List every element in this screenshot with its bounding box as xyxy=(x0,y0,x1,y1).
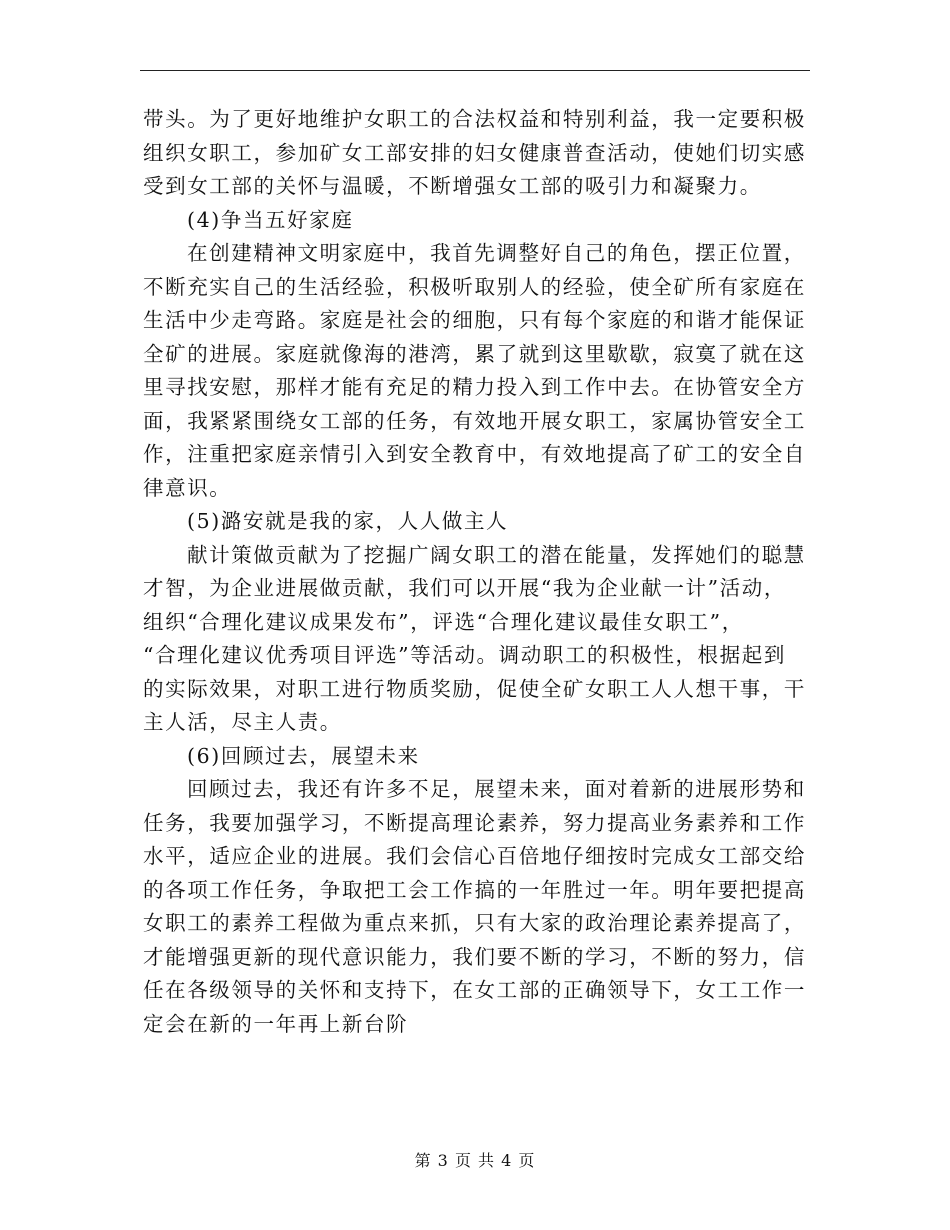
text-line: 生活中少走弯路。家庭是社会的细胞，只有每个家庭的和谐才能保证 xyxy=(143,308,806,332)
text-line: 的实际效果，对职工进行物质奖励，促使全矿女职工人人想干事，干 xyxy=(143,676,806,701)
page-footer xyxy=(0,1148,950,1171)
footer-total-pages: 4 xyxy=(501,1151,513,1170)
text-line: 里寻找安慰，那样才能有充足的精力投入到工作中去。在协管安全方 xyxy=(143,375,806,399)
text-line: 面，我紧紧围绕女工部的任务，有效地开展女职工，家属协管安全工 xyxy=(143,408,806,433)
text-line: 不断充实自己的生活经验，积极听取别人的经验，使全矿所有家庭在 xyxy=(143,274,806,299)
text-line: 水平，适应企业的进展。我们会信心百倍地仔细按时完成女工部交给 xyxy=(143,844,806,868)
text-line: 献计策做贡献为了挖掘广阔女职工的潜在能量，发挥她们的聪慧 xyxy=(187,542,806,567)
footer-suffix: 页 xyxy=(518,1151,536,1170)
document-body xyxy=(143,103,811,1041)
text-line: 才智，为企业进展做贡献，我们可以开展“我为企业献一计”活动， xyxy=(143,576,786,600)
text-line: 定会在新的一年再上新台阶 xyxy=(143,1011,409,1036)
section-heading-4: (4)争当五好家庭 xyxy=(187,207,354,232)
text-line: “合理化建议优秀项目评选”等活动。调动职工的积极性，根据起到 xyxy=(143,643,786,667)
text-line: 主人活，尽主人责。 xyxy=(143,710,342,734)
text-line: 全矿的进展。家庭就像海的港湾，累了就到这里歇歇，寂寞了就在这 xyxy=(143,341,806,366)
footer-middle: 页 共 xyxy=(454,1151,496,1170)
text-line: 女职工的素养工程做为重点来抓，只有大家的政治理论素养提高了， xyxy=(143,911,806,935)
header-rule xyxy=(140,70,810,71)
text-line: 回顾过去，我还有许多不足，展望未来，面对着新的进展形势和 xyxy=(187,777,806,801)
text-line: 组织女职工，参加矿女工部安排的妇女健康普查活动，使她们切实感 xyxy=(143,140,806,165)
text-line: 作，注重把家庭亲情引入到安全教育中，有效地提高了矿工的安全自 xyxy=(143,442,806,466)
text-line: 才能增强更新的现代意识能力，我们要不断的学习，不断的努力，信 xyxy=(143,944,806,969)
footer-prefix: 第 xyxy=(414,1151,432,1170)
text-line: 任在各级领导的关怀和支持下，在女工部的正确领导下，女工工作一 xyxy=(143,978,806,1002)
text-line: 带头。为了更好地维护女职工的合法权益和特别利益，我一定要积极 xyxy=(143,107,806,131)
text-line: 组织“合理化建议成果发布”，评选“合理化建议最佳女职工”， xyxy=(143,609,744,634)
footer-current-page: 3 xyxy=(437,1151,449,1170)
text-line: 在创建精神文明家庭中，我首先调整好自己的角色，摆正位置， xyxy=(187,241,806,265)
text-line: 任务，我要加强学习，不断提高理论素养，努力提高业务素养和工作 xyxy=(143,810,806,835)
section-heading-6: (6)回顾过去，展望未来 xyxy=(187,743,420,768)
text-line: 的各项工作任务，争取把工会工作搞的一年胜过一年。明年要把提高 xyxy=(143,877,806,902)
text-line: 律意识。 xyxy=(143,475,232,500)
section-heading-5: (5)潞安就是我的家，人人做主人 xyxy=(187,509,509,533)
text-line: 受到女工部的关怀与温暖，不断增强女工部的吸引力和凝聚力。 xyxy=(143,174,762,198)
